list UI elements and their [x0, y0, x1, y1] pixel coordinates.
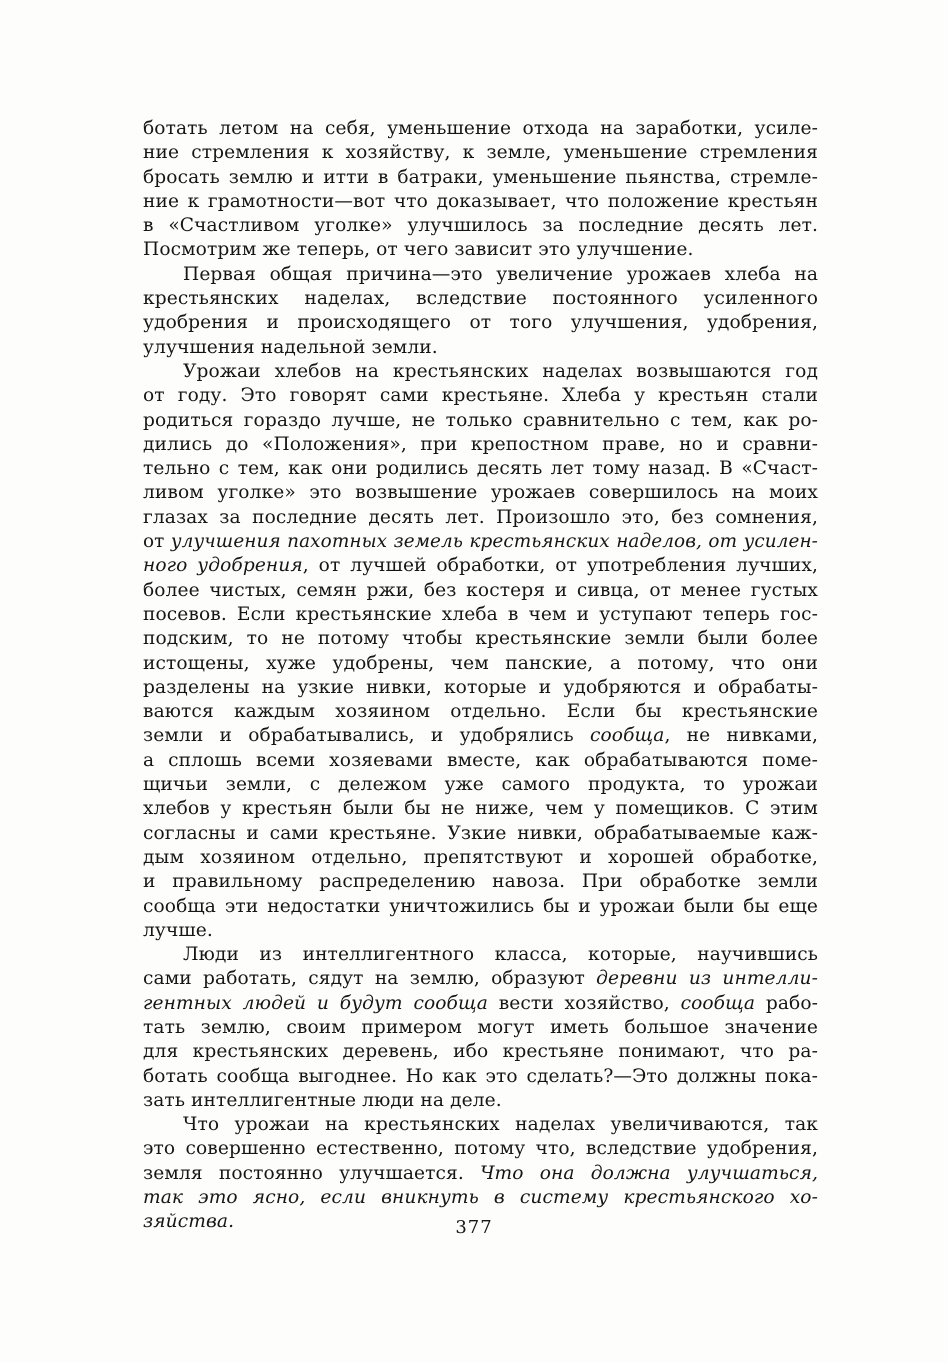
text-segment: Люди из интеллигентного класса, которые, научившись — [183, 944, 818, 966]
text-line — [143, 384, 818, 408]
text-segment: Урожаи хлебов на крестьянских наделах возвышаются год — [183, 360, 818, 382]
text-line — [143, 579, 818, 603]
text-segment: крестьянских наделах, вследствие постоянного усиленного — [143, 288, 818, 310]
text-line — [143, 1065, 818, 1089]
text-segment: ливом уголке» это возвышение урожаев совершилось на моих — [143, 482, 818, 504]
text-line — [143, 554, 818, 578]
text-segment: сообща эти недостатки уничтожились бы и урожаи были бы еще — [143, 895, 818, 917]
text-segment: , не нивками, — [664, 725, 819, 747]
text-segment: и правильному распределению навоза. При обработке земли — [143, 871, 818, 893]
text-line — [143, 481, 818, 505]
text-line — [143, 457, 818, 481]
text-line — [143, 166, 818, 190]
text-line — [143, 1162, 818, 1186]
text-segment: от — [143, 531, 171, 553]
text-segment: подским, то не потому чтобы крестьянские земли были более — [143, 628, 818, 650]
text-segment: рабо- — [755, 992, 818, 1014]
text-segment: истощены, хуже удобрены, чем панские, а потому, что они — [143, 652, 818, 674]
text-line — [143, 409, 818, 433]
text-line — [143, 1113, 818, 1137]
italic-text-segment: ного удобрения — [143, 555, 303, 577]
text-line — [143, 506, 818, 530]
text-line — [143, 1186, 818, 1210]
italic-text-segment: сообща — [589, 725, 665, 747]
text-segment: щичьи земли, с дележом уже самого продукта, то урожаи — [143, 774, 818, 796]
text-segment: Посмотрим же теперь, от чего зависит это улучшение. — [143, 239, 694, 261]
text-segment: тать землю, своим примером могут иметь большое значение — [143, 1016, 818, 1038]
text-segment: земли и обрабатывались, и удобрялись — [143, 725, 590, 747]
text-line — [143, 603, 818, 627]
text-segment: посевов. Если крестьянские хлеба в чем и уступают теперь гос- — [143, 603, 818, 625]
text-segment: родиться гораздо лучше, не только сравнительно с тем, как ро- — [143, 409, 818, 431]
body-text — [143, 117, 818, 1235]
text-line — [143, 700, 818, 724]
text-line — [143, 797, 818, 821]
text-segment: дились до «Положения», при крепостном праве, но и сравни- — [143, 433, 818, 455]
text-line — [143, 627, 818, 651]
italic-text-segment: гентных людей и будут сообща — [143, 992, 488, 1014]
text-segment: ботать летом на себя, уменьшение отхода на заработки, усиле- — [143, 118, 818, 139]
text-segment: разделены на узкие нивки, которые и удобряются и обрабаты- — [143, 676, 818, 698]
text-line — [143, 238, 818, 262]
italic-text-segment: сообща — [680, 992, 756, 1014]
text-line — [143, 1040, 818, 1064]
text-segment: Первая общая причина—это увеличение урожаев хлеба на — [183, 263, 818, 285]
text-line — [143, 336, 818, 360]
text-segment: бросать землю и итти в батраки, уменьшение пьянства, стремле- — [143, 166, 818, 188]
text-segment: хлебов у крестьян были бы не ниже, чем у помещиков. С этим — [143, 798, 818, 820]
text-line — [143, 433, 818, 457]
italic-text-segment: так это ясно, если вникнуть в систему крестьянского хо- — [143, 1187, 818, 1209]
text-line — [143, 992, 818, 1016]
text-line — [143, 870, 818, 894]
text-segment: сами работать, сядут на землю, образуют — [143, 968, 597, 990]
text-line — [143, 141, 818, 165]
text-segment: ние стремления к хозяйству, к земле, уменьшение стремления — [143, 142, 818, 164]
text-line — [143, 1016, 818, 1040]
text-segment: ние к грамотности—вот что доказывает, что положение крестьян — [143, 190, 818, 212]
text-line — [143, 530, 818, 554]
text-segment: зать интеллигентные люди на деле. — [143, 1089, 502, 1111]
text-segment: , от лучшей обработки, от употребления лучших, — [302, 555, 818, 577]
text-segment: глазах за последние десять лет. Произошло это, без сомнения, — [143, 506, 818, 528]
text-segment: для крестьянских деревень, ибо крестьяне понимают, что ра- — [143, 1041, 818, 1063]
text-line — [143, 967, 818, 991]
text-segment: Что урожаи на крестьянских наделах увеличиваются, так — [183, 1114, 818, 1136]
text-line — [143, 724, 818, 748]
text-segment: улучшения надельной земли. — [143, 336, 438, 358]
text-line — [143, 360, 818, 384]
italic-text-segment: улучшения пахотных земель крестьянских наделов, от усилен- — [170, 531, 818, 553]
text-segment: земля постоянно улучшается. — [143, 1162, 481, 1184]
text-segment: тельно с тем, как они родились десять лет тому назад. В «Счаст- — [143, 458, 818, 480]
text-line — [143, 846, 818, 870]
text-segment: от году. Это говорят сами крестьяне. Хлеба у крестьян стали — [143, 385, 818, 407]
text-segment: удобрения и происходящего от того улучшения, удобрения, — [143, 312, 818, 334]
page-number: 377 — [455, 1217, 493, 1238]
text-segment: вести хозяйство, — [487, 992, 681, 1014]
text-segment: лучше. — [143, 919, 213, 941]
text-segment: в «Счастливом уголке» улучшилось за последние десять лет. — [143, 215, 818, 237]
text-line — [143, 287, 818, 311]
text-segment: ботать сообща выгоднее. Но как это сделать?—Это должны пока- — [143, 1065, 818, 1087]
text-line — [143, 214, 818, 238]
text-segment: более чистых, семян ржи, без костеря и сивца, от менее густых — [143, 579, 818, 601]
text-segment: дым хозяином отдельно, препятствуют и хорошей обработке, — [143, 846, 818, 868]
text-line — [143, 773, 818, 797]
italic-text-segment: зяйства. — [143, 1211, 235, 1233]
text-line — [143, 1089, 818, 1113]
text-line — [143, 822, 818, 846]
text-line — [143, 311, 818, 335]
text-line — [143, 749, 818, 773]
text-line — [143, 676, 818, 700]
text-segment: согласны и сами крестьяне. Узкие нивки, обрабатываемые каж- — [143, 822, 818, 844]
text-segment: а сплошь всеми хозяевами вместе, как обрабатываются поме- — [143, 749, 818, 771]
text-segment: ваются каждым хозяином отдельно. Если бы крестьянские — [143, 701, 818, 723]
text-line — [143, 652, 818, 676]
text-line — [143, 263, 818, 287]
text-line — [143, 1137, 818, 1161]
italic-text-segment: Что она должна улучшаться, — [480, 1162, 818, 1184]
text-segment: это совершенно естественно, потому что, вследствие удобрения, — [143, 1138, 818, 1160]
text-line — [143, 919, 818, 943]
italic-text-segment: деревни из интелли- — [596, 968, 818, 990]
text-line — [143, 895, 818, 919]
text-line — [143, 943, 818, 967]
text-line — [143, 117, 818, 141]
text-line — [143, 190, 818, 214]
